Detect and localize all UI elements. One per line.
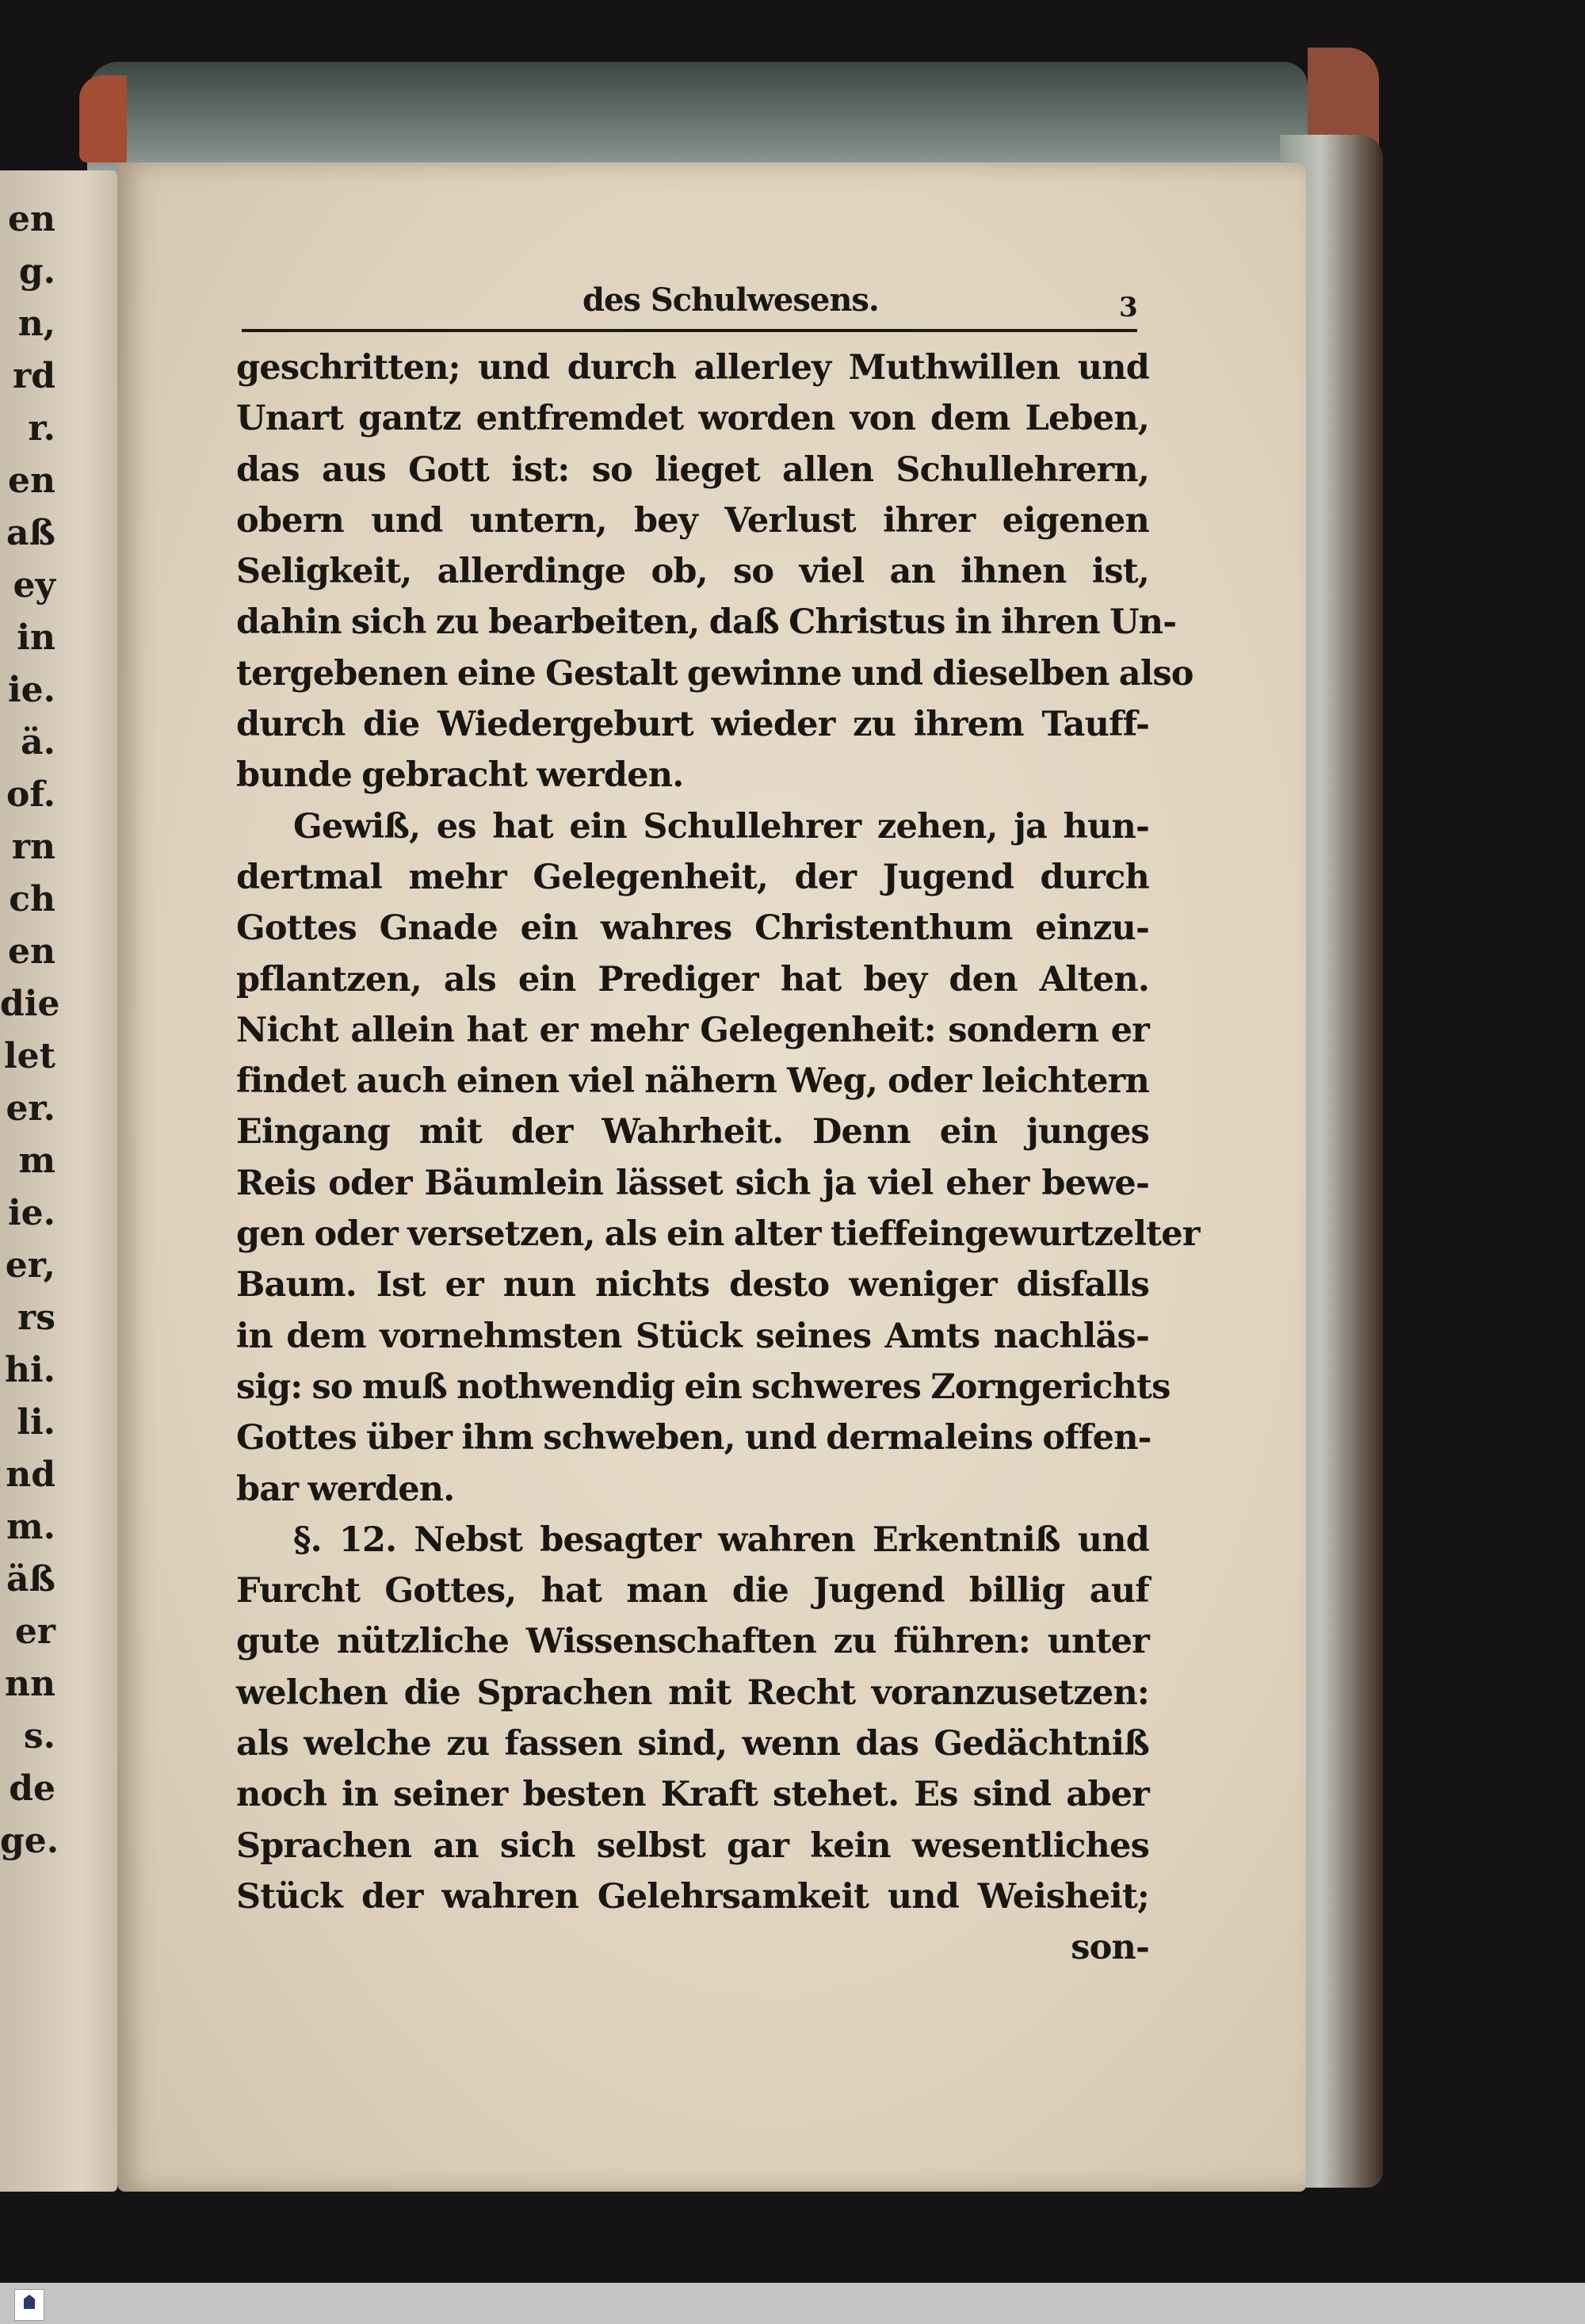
running-head: des Schulwesens. <box>582 281 879 319</box>
text-line: Sprachen an sich selbst gar kein wesentliches <box>236 1825 1149 1866</box>
previous-page-fragment: rn <box>11 827 55 867</box>
text-line: Nicht allein hat er mehr Gelegenheit: sondern er <box>236 1010 1149 1050</box>
previous-page-fragment: ey <box>13 565 55 606</box>
text-line: noch in seiner besten Kraft stehet. Es sind aber <box>236 1775 1149 1815</box>
text-line: Baum. Ist er nun nichts desto weniger disfalls <box>236 1265 1149 1305</box>
previous-page-fragment: aß <box>6 513 55 553</box>
previous-page-fragment: m. <box>6 1507 55 1547</box>
previous-page-fragment: g. <box>18 251 55 292</box>
text-line: Unart gantz entfremdet worden von dem Leben, <box>236 399 1149 439</box>
previous-page-fragment: n, <box>17 304 55 344</box>
previous-page-fragment: en <box>8 461 55 501</box>
viewer-footer-bar <box>0 2283 1585 2324</box>
text-line: als welche zu fassen sind, wenn das Gedächtniß <box>236 1724 1149 1764</box>
previous-page-fragment: die <box>0 984 60 1024</box>
text-line: Gewiß, es hat ein Schullehrer zehen, ja hun- <box>293 806 1149 847</box>
text-line: dertmal mehr Gelegenheit, der Jugend durch <box>236 857 1149 897</box>
previous-page-fragment: nd <box>6 1454 55 1495</box>
previous-page-sliver <box>0 170 117 2192</box>
page-number: 3 <box>1119 292 1138 323</box>
text-line: obern und untern, bey Verlust ihrer eigenen <box>236 500 1149 541</box>
text-line: in dem vornehmsten Stück seines Amts nachläs- <box>236 1316 1149 1356</box>
previous-page-fragment: in <box>17 617 55 658</box>
text-line: gute nützliche Wissenschaften zu führen: unter <box>236 1622 1149 1662</box>
book-cover-edge <box>79 75 127 162</box>
text-line: bar werden. <box>236 1469 455 1509</box>
previous-page-fragment: rs <box>17 1298 55 1338</box>
text-line: Gottes über ihm schweben, und dermaleins offen- <box>236 1418 1152 1458</box>
text-line: das aus Gott ist: so lieget allen Schullehrern, <box>236 449 1149 490</box>
previous-page-fragment: ä. <box>21 722 55 763</box>
text-line: Furcht Gottes, hat man die Jugend billig auf <box>236 1571 1149 1611</box>
previous-page-fragment: nn <box>5 1664 55 1704</box>
previous-page-fragment: m <box>18 1141 55 1181</box>
previous-page-fragment: äß <box>6 1559 55 1600</box>
text-line: sig: so muß nothwendig ein schweres Zorngerichts <box>236 1366 1171 1407</box>
previous-page-fragment: er. <box>6 1088 55 1129</box>
previous-page-fragment: en <box>8 199 55 239</box>
text-line: §. 12. Nebst besagter wahren Erkentniß und <box>293 1519 1149 1560</box>
library-logo-icon[interactable] <box>14 2289 44 2321</box>
previous-page-fragment: let <box>3 1036 55 1076</box>
text-line: Eingang mit der Wahrheit. Denn ein junges <box>236 1112 1149 1152</box>
text-line: gen oder versetzen, als ein alter tieffeingewurtzelter <box>236 1214 1200 1255</box>
header-rule <box>242 329 1137 332</box>
previous-page-fragment: ge. <box>0 1821 59 1861</box>
previous-page-fragment: s. <box>23 1716 55 1756</box>
previous-page-fragment: en <box>8 931 55 972</box>
catchword: son- <box>1071 1928 1149 1968</box>
previous-page-fragment: hi. <box>4 1350 55 1390</box>
previous-page-fragment: ie. <box>7 670 55 710</box>
text-line: dahin sich zu bearbeiten, daß Christus in ihren Un- <box>236 602 1177 643</box>
text-line: bunde gebracht werden. <box>236 755 684 796</box>
text-line: pflantzen, als ein Prediger hat bey den Alten. <box>236 959 1149 1000</box>
text-line: Stück der wahren Gelehrsamkeit und Weisheit; <box>236 1876 1149 1917</box>
previous-page-fragment: de <box>9 1768 55 1809</box>
text-line: Reis oder Bäumlein lässet sich ja viel eher bewe- <box>236 1163 1149 1203</box>
text-line: welchen die Sprachen mit Recht voranzusetzen: <box>236 1672 1149 1713</box>
previous-page-fragment: r. <box>28 408 55 449</box>
previous-page-fragment: er <box>14 1611 55 1652</box>
book-top-edge <box>87 62 1308 173</box>
previous-page-fragment: of. <box>6 774 55 815</box>
previous-page-fragment: rd <box>13 356 55 396</box>
text-line: findet auch einen viel nähern Weg, oder leichtern <box>236 1061 1149 1102</box>
previous-page-fragment: ch <box>9 879 55 919</box>
previous-page-fragment: ie. <box>7 1193 55 1233</box>
text-line: geschritten; und durch allerley Muthwillen und <box>236 348 1149 388</box>
page-text <box>236 342 1200 1974</box>
text-line: tergebenen eine Gestalt gewinne und dieselben also <box>236 653 1194 694</box>
text-line: Seligkeit, allerdinge ob, so viel an ihnen ist, <box>236 552 1149 592</box>
text-line: Gottes Gnade ein wahres Christenthum einzu- <box>236 908 1149 949</box>
previous-page-fragment: er, <box>5 1245 55 1286</box>
text-line: durch die Wiedergeburt wieder zu ihrem Tauff- <box>236 705 1149 745</box>
previous-page-fragment: li. <box>17 1402 55 1443</box>
